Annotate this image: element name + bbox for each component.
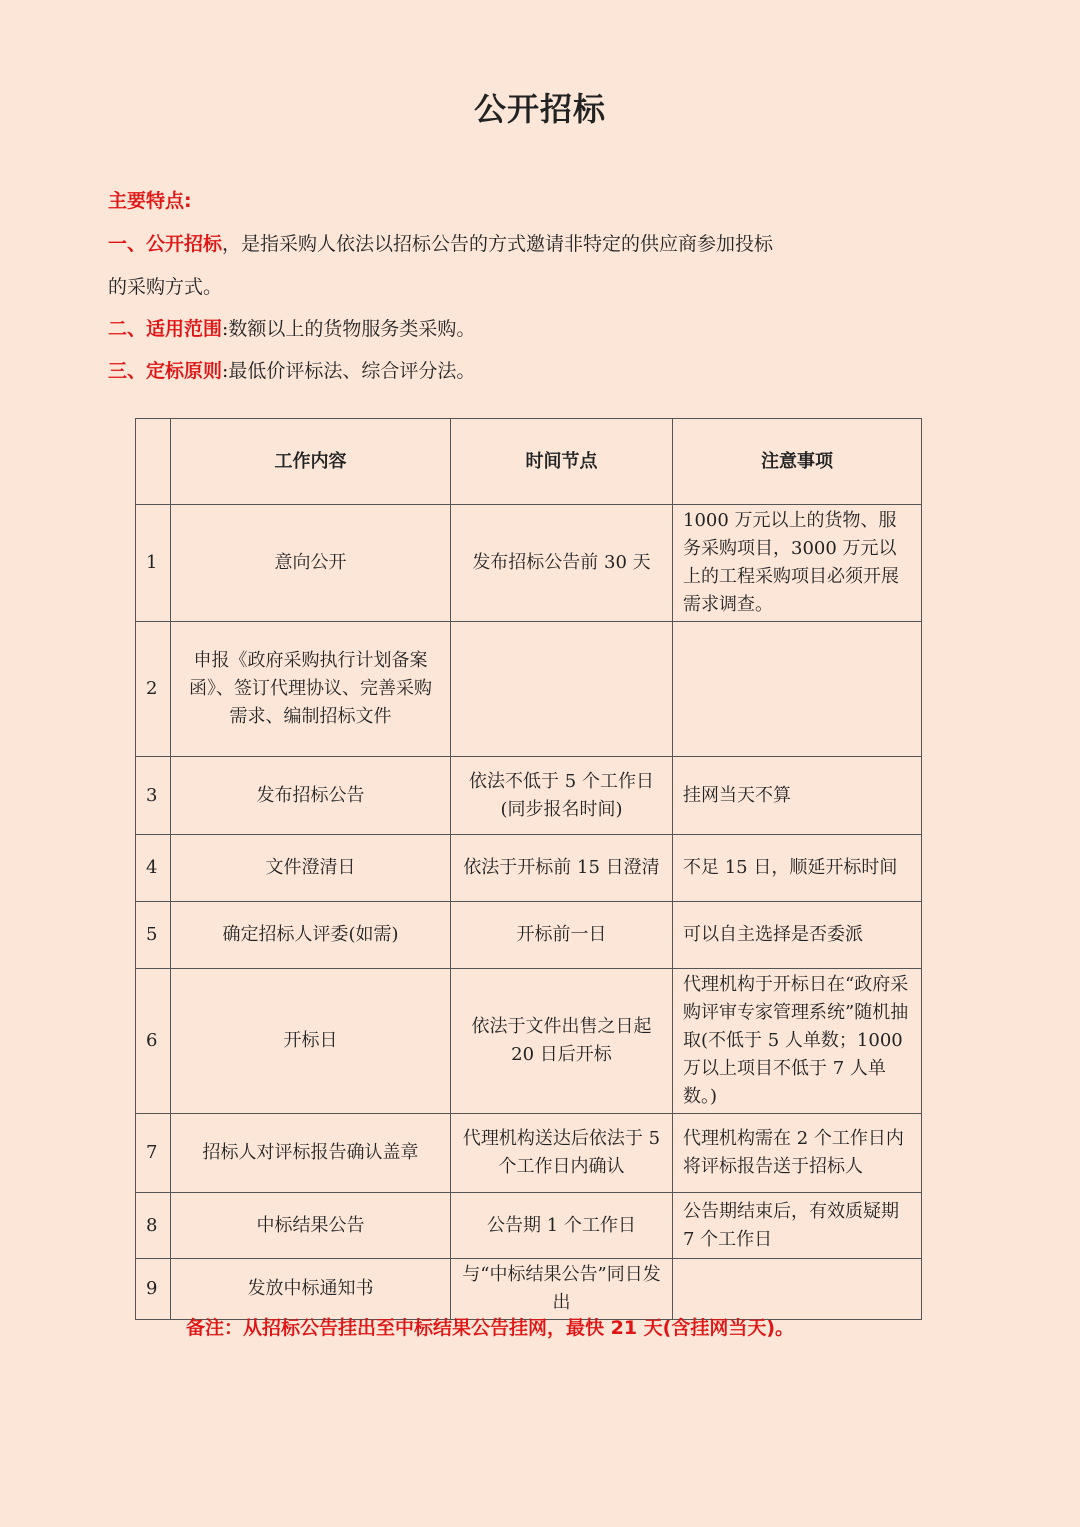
feature-item-3-text: :最低价评标法、综合评分法。 (222, 360, 476, 382)
row-work-content: 文件澄清日 (171, 835, 451, 902)
row-time-node: 依法不低于 5 个工作日(同步报名时间) (451, 757, 673, 835)
feature-item-2-label: 二、适用范围 (108, 318, 223, 340)
row-index: 1 (136, 505, 171, 622)
feature-item-3 (108, 356, 475, 383)
row-time-node: 发布招标公告前 30 天 (451, 505, 673, 622)
feature-item-3-label: 三、定标原则 (108, 360, 223, 382)
footnote: 备注：从招标公告挂出至中标结果公告挂网，最快 21 天(含挂网当天)。 (186, 1317, 795, 1339)
row-work-content: 申报《政府采购执行计划备案函》、签订代理协议、完善采购 需求、编制招标文件 (171, 622, 451, 757)
row-work-content: 发布招标公告 (171, 757, 451, 835)
table-row (136, 969, 922, 1114)
feature-item-1-label: 一、公开招标 (108, 233, 223, 255)
table-header-row (136, 419, 922, 505)
row-work-content: 确定招标人评委(如需) (171, 902, 451, 969)
row-notes: 不足 15 日，顺延开标时间 (673, 835, 922, 902)
row-notes: 公告期结束后，有效质疑期 7 个工作日 (673, 1193, 922, 1259)
row-index: 3 (136, 757, 171, 835)
table-row (136, 757, 922, 835)
row-index: 9 (136, 1259, 171, 1320)
table-row (136, 505, 922, 622)
row-notes: 挂网当天不算 (673, 757, 922, 835)
table-row (136, 1114, 922, 1193)
feature-item-2 (108, 314, 475, 341)
row-work-content: 招标人对评标报告确认盖章 (171, 1114, 451, 1193)
feature-item-1-continued: 的采购方式。 (108, 276, 223, 298)
row-index: 5 (136, 902, 171, 969)
page-title: 公开招标 (473, 90, 606, 128)
row-time-node: 公告期 1 个工作日 (451, 1193, 673, 1259)
row-time-node: 与“中标结果公告”同日发出 (451, 1259, 673, 1320)
table-row (136, 835, 922, 902)
row-notes (673, 622, 922, 757)
row-work-content: 开标日 (171, 969, 451, 1114)
table-row (136, 902, 922, 969)
header-work-content: 工作内容 (171, 419, 451, 505)
row-time-node: 依法于文件出售之日起 20 日后开标 (451, 969, 673, 1114)
row-work-content: 意向公开 (171, 505, 451, 622)
row-work-content: 发放中标通知书 (171, 1259, 451, 1320)
features-heading: 主要特点: (108, 190, 192, 212)
header-index (136, 419, 171, 505)
row-notes: 可以自主选择是否委派 (673, 902, 922, 969)
row-time-node: 代理机构送达后依法于 5 个工作日内确认 (451, 1114, 673, 1193)
table-row (136, 1259, 922, 1320)
header-time-node: 时间节点 (451, 419, 673, 505)
feature-item-2-text: :数额以上的货物服务类采购。 (222, 318, 476, 340)
procedure-table (135, 418, 922, 1320)
row-notes: 代理机构于开标日在“政府采购评审专家管理系统”随机抽取(不低于 5 人单数；1000 万以上项目不低于 7 人单数。) (673, 969, 922, 1114)
row-notes: 代理机构需在 2 个工作日内将评标报告送于招标人 (673, 1114, 922, 1193)
row-time-node: 开标前一日 (451, 902, 673, 969)
row-index: 6 (136, 969, 171, 1114)
header-notes: 注意事项 (673, 419, 922, 505)
feature-item-1 (108, 229, 773, 256)
table-row (136, 622, 922, 757)
row-work-content: 中标结果公告 (171, 1193, 451, 1259)
row-notes: 1000 万元以上的货物、服务采购项目，3000 万元以上的工程采购项目必须开展需求调查。 (673, 505, 922, 622)
feature-item-1-text: ，是指采购人依法以招标公告的方式邀请非特定的供应商参加投标 (222, 233, 774, 255)
row-index: 4 (136, 835, 171, 902)
row-notes (673, 1259, 922, 1320)
row-time-node (451, 622, 673, 757)
table-row (136, 1193, 922, 1259)
row-index: 7 (136, 1114, 171, 1193)
row-index: 8 (136, 1193, 171, 1259)
row-index: 2 (136, 622, 171, 757)
row-time-node: 依法于开标前 15 日澄清 (451, 835, 673, 902)
